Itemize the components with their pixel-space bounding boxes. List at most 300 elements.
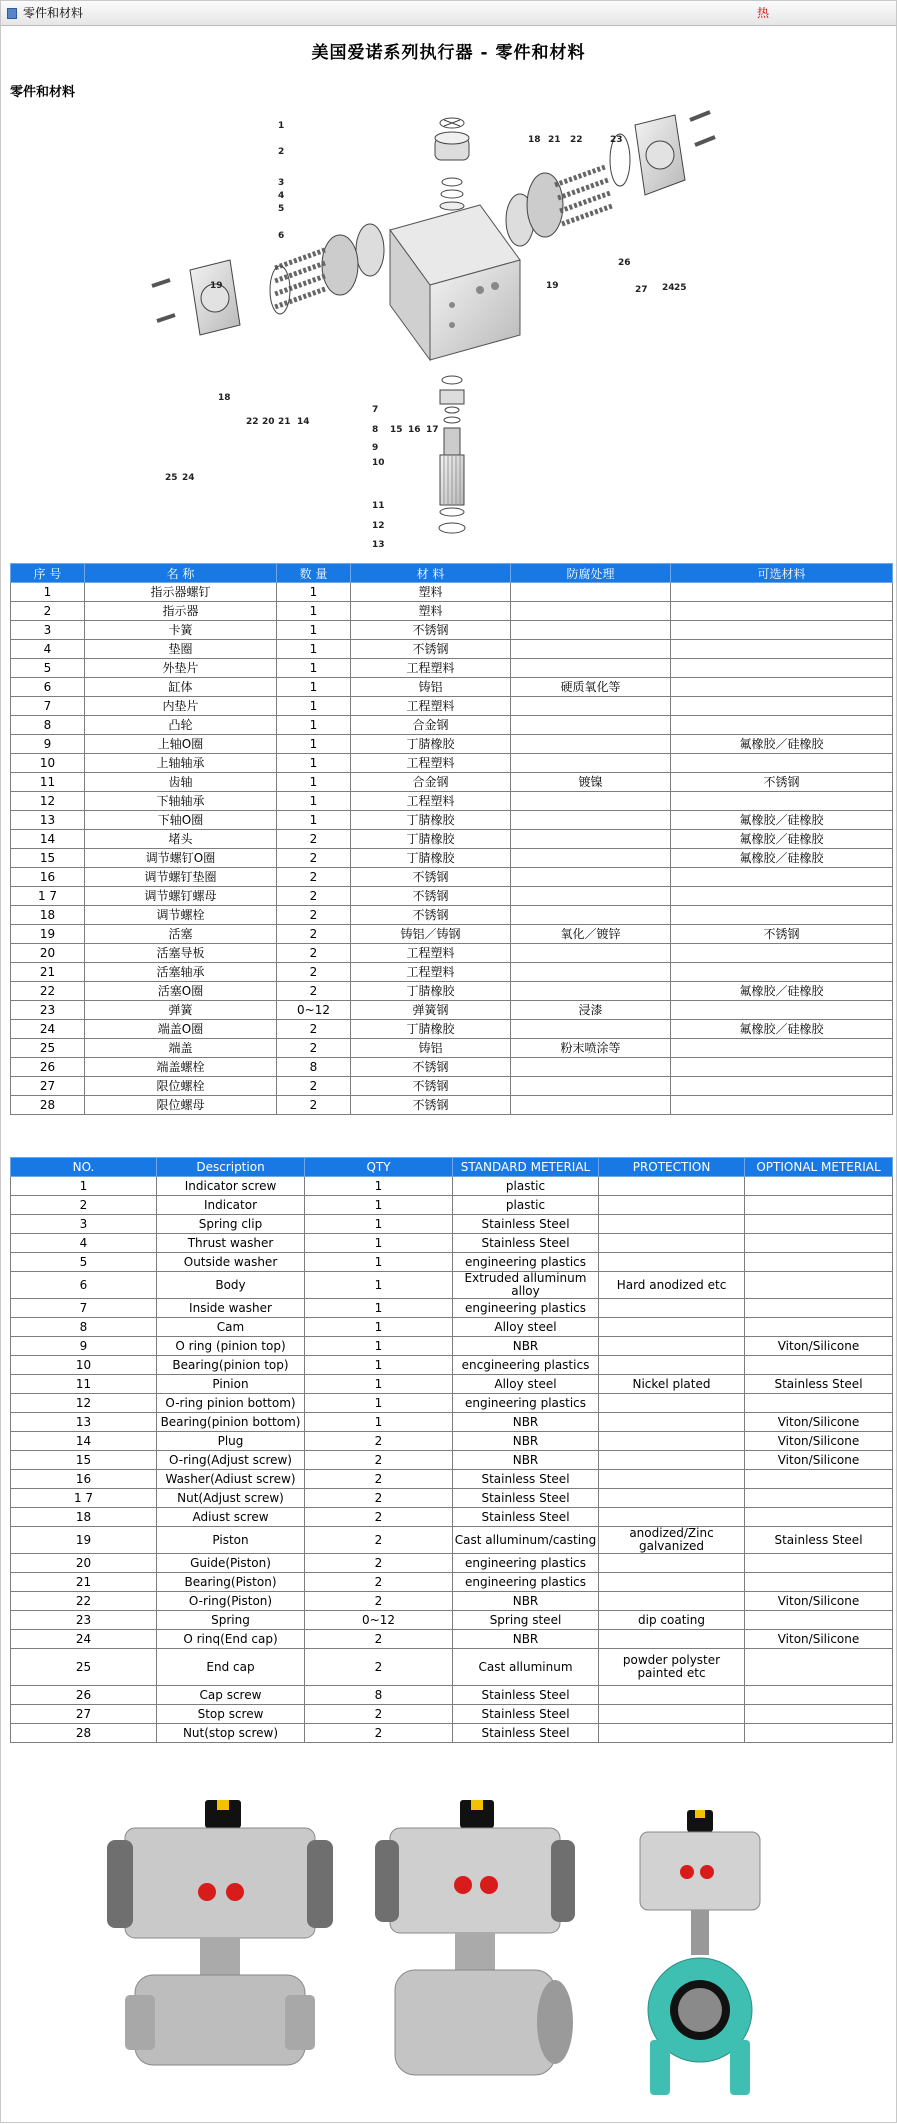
table-cell: Bearing(pinion bottom) (157, 1413, 305, 1432)
table-cell: 8 (277, 1058, 351, 1077)
table-cell: Outside washer (157, 1253, 305, 1272)
svg-text:25: 25 (674, 283, 687, 293)
actuator-body (390, 205, 520, 360)
table-cell: 18 (11, 1508, 157, 1527)
table-cell: 调节螺钉螺母 (85, 887, 277, 906)
table-row (11, 1020, 893, 1039)
table-cell: 5 (11, 659, 85, 678)
table-cell: 1 (305, 1318, 453, 1337)
table-cell: 不锈钢 (351, 887, 511, 906)
table-row (11, 1039, 893, 1058)
table-cell: NBR (453, 1592, 599, 1611)
table-cell: 1 (305, 1253, 453, 1272)
table-cell: 9 (11, 735, 85, 754)
table-cell (599, 1686, 745, 1705)
table-cell (745, 1215, 893, 1234)
table-cell: O ring (pinion top) (157, 1337, 305, 1356)
table-cell: Viton/Silicone (745, 1432, 893, 1451)
table-cell: Bearing(pinion top) (157, 1356, 305, 1375)
table-cell: 23 (11, 1611, 157, 1630)
table-cell: 1 7 (11, 1489, 157, 1508)
table-cell: Inside washer (157, 1299, 305, 1318)
table-cell: 2 (305, 1470, 453, 1489)
table-cell: 2 (305, 1554, 453, 1573)
table-cell: 调节螺栓 (85, 906, 277, 925)
svg-text:24: 24 (182, 473, 195, 483)
table-cell (511, 963, 671, 982)
table-cell (671, 1058, 893, 1077)
table-cell: Cast alluminum/casting (453, 1527, 599, 1554)
ball-valve-two-piece-photo (375, 1800, 575, 2075)
table-cell: 7 (11, 697, 85, 716)
table-cell (511, 697, 671, 716)
table-cell: 丁腈橡胶 (351, 830, 511, 849)
table-cell: Piston (157, 1527, 305, 1554)
table-cell (511, 887, 671, 906)
table-cell: 1 (277, 659, 351, 678)
table-cell: Stainless Steel (453, 1705, 599, 1724)
table-cell: 1 (305, 1299, 453, 1318)
table-cell: 弹簧 (85, 1001, 277, 1020)
table-row (11, 1001, 893, 1020)
table-cell: 2 (11, 1196, 157, 1215)
table-cell: 1 (277, 754, 351, 773)
table-cell (599, 1508, 745, 1527)
svg-text:6: 6 (278, 231, 285, 241)
table-row (11, 811, 893, 830)
table-cell: 10 (11, 754, 85, 773)
table-cell: 不锈钢 (351, 1096, 511, 1115)
table-cell: 2 (277, 868, 351, 887)
table-cell: Stainless Steel (453, 1686, 599, 1705)
table-cell: 氧化／镀锌 (511, 925, 671, 944)
table-cell: 14 (11, 830, 85, 849)
svg-text:4: 4 (278, 191, 285, 201)
table-cell: 4 (11, 640, 85, 659)
table-cell: 24 (11, 1630, 157, 1649)
table-cell: Stainless Steel (453, 1724, 599, 1743)
svg-text:22: 22 (570, 135, 583, 145)
table-cell: 1 (305, 1234, 453, 1253)
table-cell: 8 (11, 1318, 157, 1337)
table-cell: 2 (277, 849, 351, 868)
table-cell: 弹簧钢 (351, 1001, 511, 1020)
table-row (11, 1077, 893, 1096)
table-row (11, 716, 893, 735)
table-cell: 5 (11, 1253, 157, 1272)
table-cell (745, 1196, 893, 1215)
table-row (11, 1630, 893, 1649)
table-cell (511, 1020, 671, 1039)
table-cell: 不锈钢 (671, 773, 893, 792)
table-cell: 2 (277, 963, 351, 982)
table-cell: 指示器螺钉 (85, 583, 277, 602)
table-cell: Stainless Steel (745, 1527, 893, 1554)
svg-text:9: 9 (372, 443, 379, 453)
table-cell: 活塞O圈 (85, 982, 277, 1001)
svg-text:23: 23 (610, 135, 623, 145)
hot-label[interactable]: 热 (757, 6, 770, 20)
table-cell: Guide(Piston) (157, 1554, 305, 1573)
table-cell: Alloy steel (453, 1375, 599, 1394)
table-cell (671, 583, 893, 602)
table-cell: 19 (11, 1527, 157, 1554)
table-cell (599, 1451, 745, 1470)
table-cell: 调节螺钉O圈 (85, 849, 277, 868)
table-row (11, 697, 893, 716)
table-cell (599, 1215, 745, 1234)
table-cell: 21 (11, 1573, 157, 1592)
table-cell (511, 659, 671, 678)
table-cell: 丁腈橡胶 (351, 735, 511, 754)
table-cell: 1 (277, 602, 351, 621)
table-cell: Plug (157, 1432, 305, 1451)
table-cell (745, 1299, 893, 1318)
table-header-row (11, 564, 893, 583)
table-row (11, 1215, 893, 1234)
table-row (11, 887, 893, 906)
table-row (11, 1724, 893, 1743)
table-cell: 15 (11, 1451, 157, 1470)
table-cell: 上轴轴承 (85, 754, 277, 773)
table-cell: 15 (11, 849, 85, 868)
table-cell: 1 (305, 1394, 453, 1413)
table-cell: 1 (277, 640, 351, 659)
table-cell (745, 1724, 893, 1743)
table-cell: Cast alluminum (453, 1649, 599, 1686)
table-row (11, 640, 893, 659)
table-cell (511, 735, 671, 754)
table-cell: 1 (277, 583, 351, 602)
table-cell: 2 (305, 1451, 453, 1470)
table-cell: O-ring(Piston) (157, 1592, 305, 1611)
table-cell (745, 1318, 893, 1337)
table-cell: anodized/Zinc galvanized (599, 1527, 745, 1554)
table-cell: 下轴轴承 (85, 792, 277, 811)
table-cell: 2 (277, 1077, 351, 1096)
table-cell (511, 811, 671, 830)
table-cell: Adiust screw (157, 1508, 305, 1527)
table-cell: 端盖O圈 (85, 1020, 277, 1039)
table-cell: NBR (453, 1337, 599, 1356)
table-cell: 3 (11, 621, 85, 640)
table-header-row (11, 1158, 893, 1177)
table-cell: Stainless Steel (453, 1489, 599, 1508)
table-cell: 2 (305, 1630, 453, 1649)
table-cell: 1 (277, 735, 351, 754)
table-cell: Thrust washer (157, 1234, 305, 1253)
table-cell (511, 849, 671, 868)
table-cell: 合金钢 (351, 716, 511, 735)
table-cell (671, 906, 893, 925)
column-header: 防腐处理 (511, 564, 671, 583)
table-cell: 27 (11, 1077, 85, 1096)
column-header: 序 号 (11, 564, 85, 583)
table-cell: O-ring pinion bottom) (157, 1394, 305, 1413)
table-cell: 2 (277, 1039, 351, 1058)
table-cell: 9 (11, 1337, 157, 1356)
table-row (11, 1554, 893, 1573)
table-cell (671, 1077, 893, 1096)
table-cell: 2 (277, 906, 351, 925)
table-cell: engineering plastics (453, 1554, 599, 1573)
table-cell: 6 (11, 1272, 157, 1299)
table-cell: Stainless Steel (453, 1234, 599, 1253)
table-cell (671, 640, 893, 659)
svg-text:11: 11 (372, 501, 385, 511)
table-cell: NBR (453, 1451, 599, 1470)
column-header: OPTIONAL METERIAL (745, 1158, 893, 1177)
svg-text:26: 26 (618, 258, 631, 268)
table-row (11, 963, 893, 982)
table-cell: 1 (305, 1356, 453, 1375)
table-cell: 12 (11, 792, 85, 811)
table-cell: 氟橡胶／硅橡胶 (671, 811, 893, 830)
table-cell (599, 1394, 745, 1413)
table-cell (671, 697, 893, 716)
table-row (11, 583, 893, 602)
table-cell: 不锈钢 (351, 640, 511, 659)
table-cell: 6 (11, 678, 85, 697)
table-cell (599, 1299, 745, 1318)
table-cell: 工程塑料 (351, 659, 511, 678)
table-cell (671, 887, 893, 906)
table-cell: 21 (11, 963, 85, 982)
table-cell: NBR (453, 1413, 599, 1432)
table-cell: 1 (305, 1375, 453, 1394)
table-cell (599, 1196, 745, 1215)
table-cell: Viton/Silicone (745, 1413, 893, 1432)
table-cell: Alloy steel (453, 1318, 599, 1337)
table-cell: powder polyster painted etc (599, 1649, 745, 1686)
table-cell (511, 1058, 671, 1077)
table-cell: 22 (11, 982, 85, 1001)
table-row (11, 1177, 893, 1196)
table-cell (745, 1272, 893, 1299)
table-row (11, 602, 893, 621)
table-cell: 2 (11, 602, 85, 621)
table-cell (745, 1234, 893, 1253)
table-cell: Hard anodized etc (599, 1272, 745, 1299)
table-cell: 氟橡胶／硅橡胶 (671, 735, 893, 754)
table-cell (511, 830, 671, 849)
table-cell: 25 (11, 1649, 157, 1686)
table-cell: O rinq(End cap) (157, 1630, 305, 1649)
table-row (11, 925, 893, 944)
table-cell: 2 (305, 1705, 453, 1724)
svg-text:15: 15 (390, 425, 403, 435)
table-cell: 26 (11, 1058, 85, 1077)
table-cell: engineering plastics (453, 1573, 599, 1592)
svg-text:22: 22 (246, 417, 259, 427)
table-cell: 2 (305, 1508, 453, 1527)
table-cell (745, 1705, 893, 1724)
table-cell: 堵头 (85, 830, 277, 849)
table-cell (599, 1470, 745, 1489)
table-cell: NBR (453, 1630, 599, 1649)
table-cell (671, 1096, 893, 1115)
table-row (11, 1573, 893, 1592)
table-row (11, 1356, 893, 1375)
table-cell (599, 1337, 745, 1356)
table-cell: 18 (11, 906, 85, 925)
column-header: NO. (11, 1158, 157, 1177)
table-cell: Indicator screw (157, 1177, 305, 1196)
table-cell (745, 1177, 893, 1196)
table-cell: 外垫片 (85, 659, 277, 678)
table-cell: 23 (11, 1001, 85, 1020)
svg-text:21: 21 (548, 135, 561, 145)
table-cell: 塑料 (351, 583, 511, 602)
table-cell: 1 (305, 1413, 453, 1432)
table-cell (599, 1234, 745, 1253)
table-cell: 22 (11, 1592, 157, 1611)
table-row (11, 906, 893, 925)
table-cell (745, 1508, 893, 1527)
table-cell: Spring (157, 1611, 305, 1630)
table-cell: 端盖螺栓 (85, 1058, 277, 1077)
table-cell (671, 621, 893, 640)
table-cell: 指示器 (85, 602, 277, 621)
table-cell: 13 (11, 811, 85, 830)
table-cell (599, 1573, 745, 1592)
svg-text:18: 18 (218, 393, 231, 403)
table-cell: Stainless Steel (453, 1470, 599, 1489)
table-cell: 工程塑料 (351, 963, 511, 982)
table-cell: 24 (11, 1020, 85, 1039)
table-cell: 20 (11, 1554, 157, 1573)
table-cell: 2 (277, 1020, 351, 1039)
table-row (11, 678, 893, 697)
table-cell (671, 792, 893, 811)
table-cell: Bearing(Piston) (157, 1573, 305, 1592)
svg-text:20: 20 (262, 417, 275, 427)
table-cell (511, 1077, 671, 1096)
table-cell: 浸漆 (511, 1001, 671, 1020)
document-icon (7, 8, 17, 19)
page-title: 美国爱诺系列执行器 - 零件和材料 (311, 43, 586, 63)
table-cell (511, 906, 671, 925)
section-title: 零件和材料 (10, 85, 76, 100)
table-cell: 2 (277, 830, 351, 849)
table-row (11, 868, 893, 887)
top-parts (435, 118, 469, 210)
table-cell: 1 (277, 811, 351, 830)
table-cell: 端盖 (85, 1039, 277, 1058)
breadcrumb[interactable]: 零件和材料 (23, 6, 84, 20)
table-cell (599, 1432, 745, 1451)
svg-text:25: 25 (165, 473, 178, 483)
table-cell: 铸铝 (351, 1039, 511, 1058)
column-header: PROTECTION (599, 1158, 745, 1177)
table-cell: engineering plastics (453, 1253, 599, 1272)
right-end-cap (506, 112, 715, 246)
svg-text:1: 1 (278, 121, 285, 131)
table-cell: Pinion (157, 1375, 305, 1394)
table-cell: NBR (453, 1432, 599, 1451)
table-cell (511, 944, 671, 963)
table-cell: 1 (11, 583, 85, 602)
exploded-diagram (165, 110, 730, 550)
table-cell (511, 754, 671, 773)
table-cell: 1 (277, 697, 351, 716)
table-cell: 粉末喷涂等 (511, 1039, 671, 1058)
table-cell (745, 1253, 893, 1272)
table-cell (511, 716, 671, 735)
table-cell (671, 1039, 893, 1058)
table-cell: 氟橡胶／硅橡胶 (671, 830, 893, 849)
table-cell: 2 (305, 1489, 453, 1508)
table-row (11, 1592, 893, 1611)
table-cell: 工程塑料 (351, 754, 511, 773)
table-cell: 1 7 (11, 887, 85, 906)
table-cell (599, 1592, 745, 1611)
table-cell: 限位螺母 (85, 1096, 277, 1115)
table-row (11, 1272, 893, 1299)
table-cell: 铸铝／铸钢 (351, 925, 511, 944)
table-cell: 20 (11, 944, 85, 963)
ball-valve-three-piece-photo (107, 1800, 333, 2065)
table-row (11, 1394, 893, 1413)
table-cell: 内垫片 (85, 697, 277, 716)
table-cell: Stainless Steel (453, 1508, 599, 1527)
table-row (11, 1527, 893, 1554)
table-cell: 2 (305, 1592, 453, 1611)
table-cell (671, 659, 893, 678)
table-cell: 4 (11, 1234, 157, 1253)
table-cell: 不锈钢 (351, 1077, 511, 1096)
table-cell: 1 (277, 678, 351, 697)
table-row (11, 1234, 893, 1253)
table-cell: 凸轮 (85, 716, 277, 735)
table-cell: 活塞轴承 (85, 963, 277, 982)
table-cell: 2 (305, 1573, 453, 1592)
table-cell (511, 640, 671, 659)
table-cell: 3 (11, 1215, 157, 1234)
table-cell (671, 754, 893, 773)
table-cell: 工程塑料 (351, 697, 511, 716)
table-cell: Viton/Silicone (745, 1451, 893, 1470)
table-cell: 卡簧 (85, 621, 277, 640)
table-cell: plastic (453, 1196, 599, 1215)
table-cell: 7 (11, 1299, 157, 1318)
svg-text:14: 14 (297, 417, 310, 427)
table-cell: Nut(Adjust screw) (157, 1489, 305, 1508)
table-row (11, 1253, 893, 1272)
svg-text:16: 16 (408, 425, 421, 435)
table-cell (599, 1705, 745, 1724)
table-cell (511, 982, 671, 1001)
table-cell: 活塞 (85, 925, 277, 944)
svg-text:2: 2 (278, 147, 285, 157)
svg-text:21: 21 (278, 417, 291, 427)
table-cell: 12 (11, 1394, 157, 1413)
table-cell (745, 1356, 893, 1375)
table-row (11, 792, 893, 811)
table-cell (671, 1001, 893, 1020)
table-cell (745, 1573, 893, 1592)
svg-text:10: 10 (372, 458, 385, 468)
table-row (11, 735, 893, 754)
table-cell (671, 944, 893, 963)
table-row (11, 1375, 893, 1394)
table-cell: 2 (277, 982, 351, 1001)
table-row (11, 1686, 893, 1705)
table-cell: Spring clip (157, 1215, 305, 1234)
table-cell: 25 (11, 1039, 85, 1058)
column-header: QTY (305, 1158, 453, 1177)
table-row (11, 1096, 893, 1115)
